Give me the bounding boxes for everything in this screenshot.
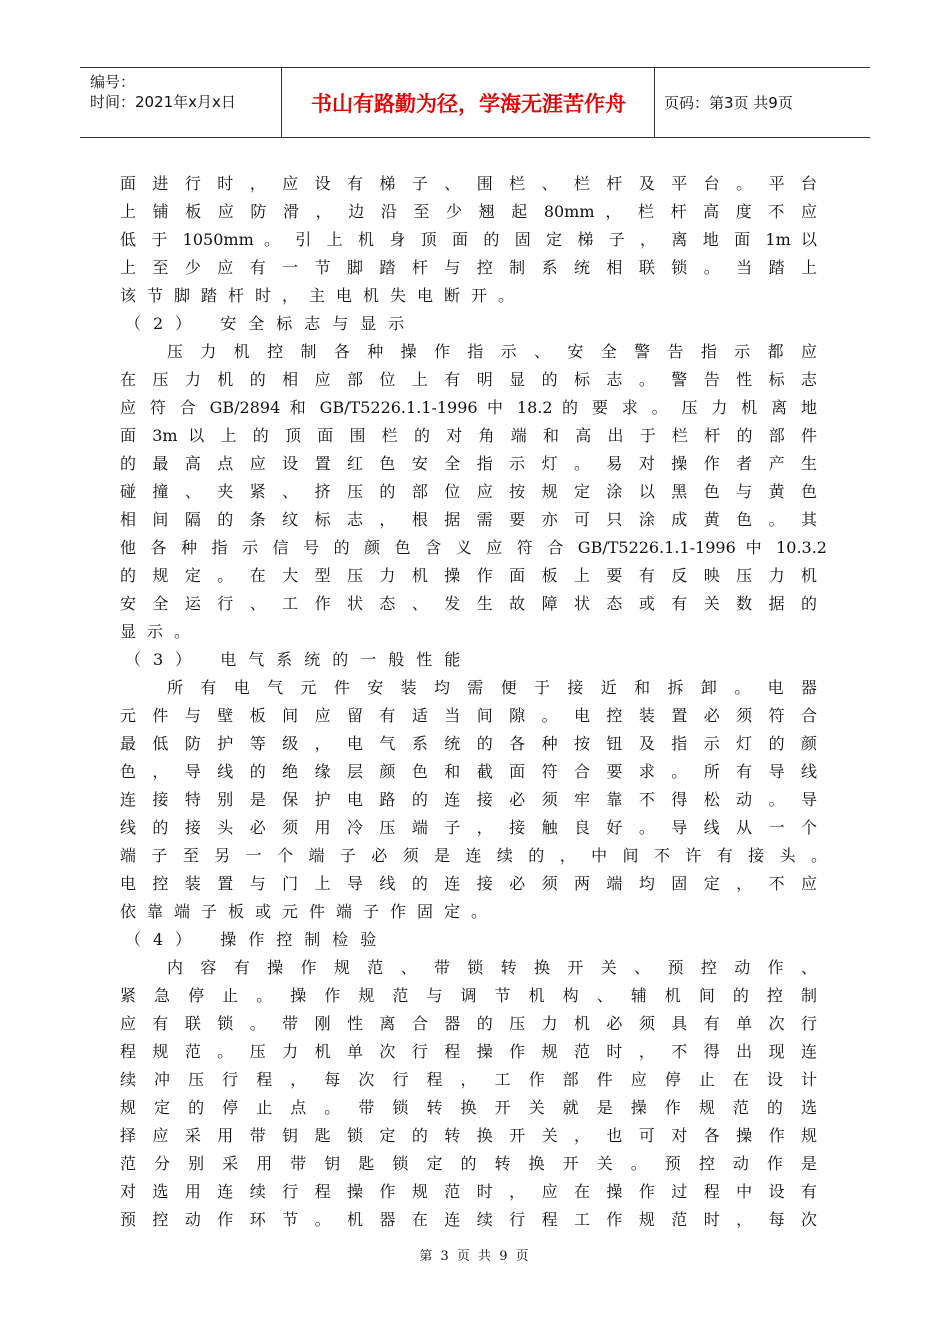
header-motto: 书山有路勤为径，学海无涯苦作舟 bbox=[311, 91, 626, 116]
text-line: 相 间 隔 的 条 纹 标 志 ， 根 据 需 要 亦 可 只 涂 成 黄 色 。 其 bbox=[120, 510, 817, 529]
document-date: 时间：2021年x月x日 bbox=[90, 93, 236, 111]
text-line: 内 容 有 操 作 规 范 、 带 锁 转 换 开 关 、 预 控 动 作 、 bbox=[167, 958, 817, 977]
text-line: 在 压 力 机 的 相 应 部 位 上 有 明 显 的 标 志 。 警 告 性 标 志 bbox=[120, 370, 817, 389]
document-body bbox=[120, 170, 827, 1234]
text-line: 该节脚踏杆时，主电机失电断开。 bbox=[120, 286, 526, 305]
text-line: 预 控 动 作 环 节 。 机 器 在 连 续 行 程 工 作 规 范 时 ， 每 次 bbox=[120, 1210, 817, 1229]
text-line: 端 子 至 另 一 个 端 子 必 须 是 连 续 的 ， 中 间 不 许 有 接 头 。 bbox=[120, 846, 827, 865]
text-line: 程 规 范 。 压 力 机 单 次 行 程 操 作 规 范 时 ， 不 得 出 现 连 bbox=[120, 1042, 817, 1061]
text-line: 面 3m 以 上 的 顶 面 围 栏 的 对 角 端 和 高 出 于 栏 杆 的 部 件 bbox=[120, 426, 817, 445]
text-line: 依靠端子板或元件端子作固定。 bbox=[120, 902, 499, 921]
header-page-info: 页码：第3页 共9页 bbox=[664, 94, 793, 112]
text-line: 线 的 接 头 必 须 用 冷 压 端 子 ， 接 触 良 好 。 导 线 从 一 个 bbox=[120, 818, 817, 837]
header-meta bbox=[90, 72, 285, 112]
text-line: 的 最 高 点 应 设 置 红 色 安 全 指 示 灯 。 易 对 操 作 者 产 生 bbox=[120, 454, 817, 473]
text-line: 连 接 特 别 是 保 护 电 路 的 连 接 必 须 牢 靠 不 得 松 动 。 导 bbox=[120, 790, 817, 809]
section-heading: （2） 安全标志与显示 bbox=[125, 314, 417, 333]
text-line: 压 力 机 控 制 各 种 操 作 指 示 、 安 全 警 告 指 示 都 应 bbox=[167, 342, 817, 361]
text-line: 应 有 联 锁 。 带 刚 性 离 合 器 的 压 力 机 必 须 具 有 单 次 行 bbox=[120, 1014, 817, 1033]
text-line: 的 规 定 。 在 大 型 压 力 机 操 作 面 板 上 要 有 反 映 压 力 机 bbox=[120, 566, 817, 585]
header-divider bbox=[654, 68, 655, 137]
text-line: 对 选 用 连 续 行 程 操 作 规 范 时 ， 应 在 操 作 过 程 中 设 有 bbox=[120, 1182, 817, 1201]
text-line: 面 进 行 时 ， 应 设 有 梯 子 、 围 栏 、 栏 杆 及 平 台 。 平 台 bbox=[120, 174, 817, 193]
text-line: 择 应 采 用 带 钥 匙 锁 定 的 转 换 开 关 ， 也 可 对 各 操 作 规 bbox=[120, 1126, 817, 1145]
text-line: 元 件 与 壁 板 间 应 留 有 适 当 间 隙 。 电 控 装 置 必 须 符 合 bbox=[120, 706, 817, 725]
text-line: 范 分 别 采 用 带 钥 匙 锁 定 的 转 换 开 关 。 预 控 动 作 是 bbox=[120, 1154, 817, 1173]
text-line: 上 至 少 应 有 一 节 脚 踏 杆 与 控 制 系 统 相 联 锁 。 当 踏 上 bbox=[120, 258, 817, 277]
text-line: 续 冲 压 行 程 ， 每 次 行 程 ， 工 作 部 件 应 停 止 在 设 计 bbox=[120, 1070, 817, 1089]
text-line: 色 ， 导 线 的 绝 缘 层 颜 色 和 截 面 符 合 要 求 。 所 有 导 线 bbox=[120, 762, 817, 781]
page-footer: 第 3 页 共 9 页 bbox=[419, 1249, 531, 1264]
text-line: 应 符 合 GB/2894 和 GB/T5226.1.1-1996 中 18.2 的 要 求 。 压 力 机 离 地 bbox=[120, 398, 817, 417]
section-heading: （3） 电气系统的一般性能 bbox=[125, 650, 473, 669]
text-line: 所 有 电 气 元 件 安 装 均 需 便 于 接 近 和 拆 卸 。 电 器 bbox=[167, 678, 817, 697]
text-line: 电 控 装 置 与 门 上 导 线 的 连 接 必 须 两 端 均 固 定 ， 不 应 bbox=[120, 874, 817, 893]
page-header bbox=[80, 67, 870, 138]
text-line: 碰 撞 、 夹 紧 、 挤 压 的 部 位 应 按 规 定 涂 以 黑 色 与 黄 色 bbox=[120, 482, 817, 501]
text-line: 上 铺 板 应 防 滑 ， 边 沿 至 少 翘 起 80mm ， 栏 杆 高 度 不 应 bbox=[120, 202, 817, 221]
document-number-label: 编号： bbox=[90, 73, 136, 91]
text-line: 紧 急 停 止 。 操 作 规 范 与 调 节 机 构 、 辅 机 间 的 控 制 bbox=[120, 986, 817, 1005]
text-line: 他 各 种 指 示 信 号 的 颜 色 含 义 应 符 合 GB/T5226.1.1-1996 中 10.3.2 bbox=[120, 538, 827, 557]
text-line: 低 于 1050mm 。 引 上 机 身 顶 面 的 固 定 梯 子 ， 离 地 面 1m 以 bbox=[120, 230, 817, 249]
section-heading: （4） 操作控制检验 bbox=[125, 930, 389, 949]
text-line: 显示。 bbox=[120, 622, 202, 641]
text-line: 安 全 运 行 、 工 作 状 态 、 发 生 故 障 状 态 或 有 关 数 据 的 bbox=[120, 594, 817, 613]
text-line: 最 低 防 护 等 级 ， 电 气 系 统 的 各 种 按 钮 及 指 示 灯 的 颜 bbox=[120, 734, 817, 753]
text-line: 规 定 的 停 止 点 。 带 锁 转 换 开 关 就 是 操 作 规 范 的 选 bbox=[120, 1098, 817, 1117]
